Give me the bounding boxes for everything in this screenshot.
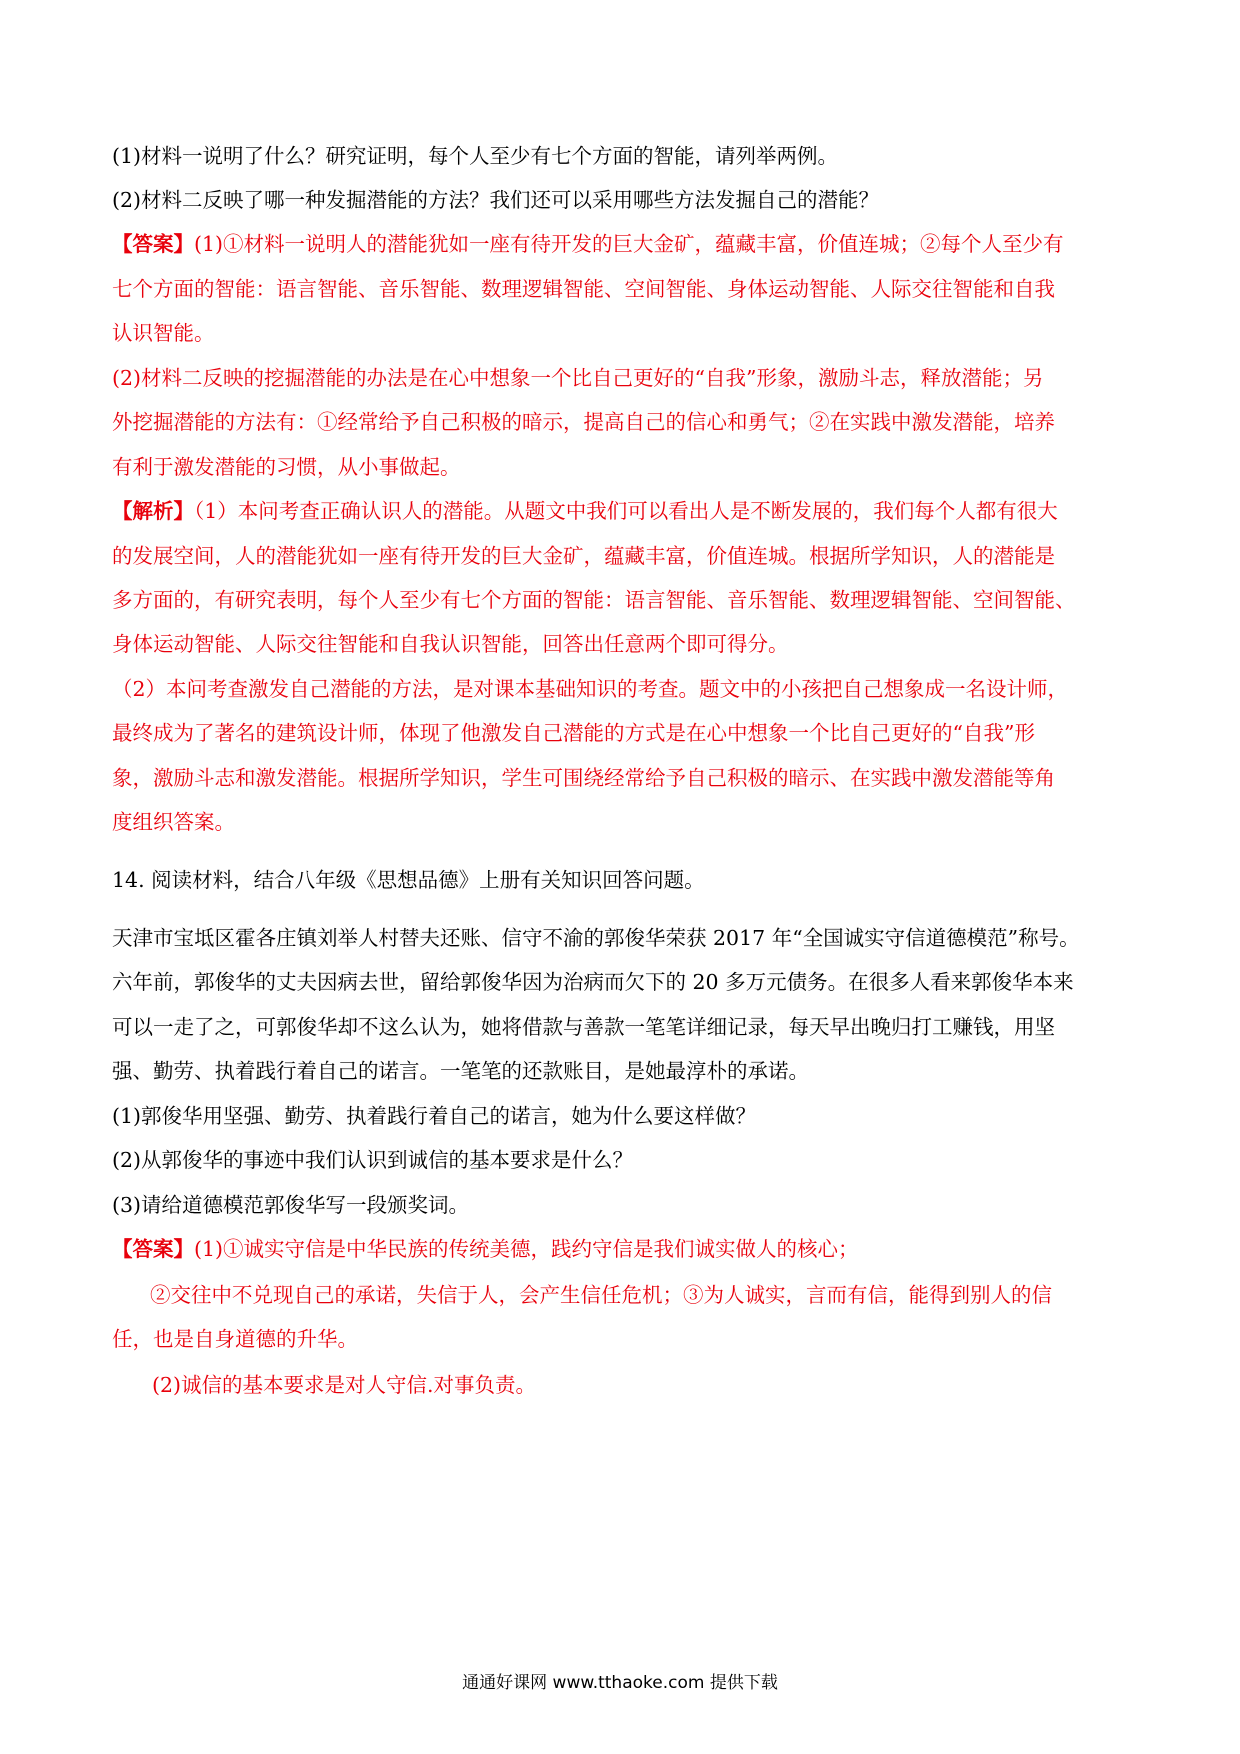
answer-tag: 【答案】 xyxy=(112,232,194,256)
q14-answer-line-4: (2)诚信的基本要求是对人守信.对事负责。 xyxy=(152,1373,537,1397)
page-footer: 通通好课网 www.tthaoke.com 提供下载 xyxy=(462,1673,778,1693)
q13-question-2: (2)材料二反映了哪一种发掘潜能的方法？我们还可以采用哪些方法发掘自己的潜能？ xyxy=(112,188,880,212)
q14-title: 14. 阅读材料，结合八年级《思想品德》上册有关知识回答问题。 xyxy=(112,868,705,892)
q13-answer-line-3: 认识智能。 xyxy=(112,321,215,345)
analysis-tag: 【解析】 xyxy=(112,499,194,523)
q13-analysis-line-6: 最终成为了著名的建筑设计师，体现了他激发自己潜能的方式是在心中想象一个比自己更好的“自我”形 xyxy=(112,721,1035,745)
q13-answer-line-6: 有利于激发潜能的习惯，从小事做起。 xyxy=(112,455,461,479)
q14-material-line-3: 可以一走了之，可郭俊华却不这么认为，她将借款与善款一笔笔详细记录，每天早出晚归打工赚钱，用坚 xyxy=(112,1015,1055,1039)
q14-answer-line-2: ②交往中不兑现自己的承诺，失信于人，会产生信任危机；③为人诚实，言而有信，能得到别人的信 xyxy=(150,1283,1052,1307)
q13-analysis-line-4: 身体运动智能、人际交往智能和自我认识智能，回答出任意两个即可得分。 xyxy=(112,632,789,656)
q14-answer-line-1: 【答案】(1)①诚实守信是中华民族的传统美德，践约守信是我们诚实做人的核心； xyxy=(112,1237,859,1261)
q14-material-line-4: 强、勤劳、执着践行着自己的诺言。一笔笔的还款账目，是她最淳朴的承诺。 xyxy=(112,1059,809,1083)
q14-material-line-2: 六年前，郭俊华的丈夫因病去世，留给郭俊华因为治病而欠下的 20 多万元债务。在很多人看来郭俊华本来 xyxy=(112,970,1074,994)
q13-analysis-line-2: 的发展空间，人的潜能犹如一座有待开发的巨大金矿，蕴藏丰富，价值连城。根据所学知识，人的潜能是 xyxy=(112,544,1055,568)
q13-analysis-line-7: 象，激励斗志和激发潜能。根据所学知识，学生可围绕经常给予自己积极的暗示、在实践中激发潜能等角 xyxy=(112,766,1055,790)
q14-question-1: (1)郭俊华用坚强、勤劳、执着践行着自己的诺言，她为什么要这样做？ xyxy=(112,1104,757,1128)
q13-question-1: (1)材料一说明了什么？研究证明，每个人至少有七个方面的智能，请列举两例。 xyxy=(112,144,839,168)
q13-answer-line-4: (2)材料二反映的挖掘潜能的办法是在心中想象一个比自己更好的“自我”形象，激励斗志，释放潜能；另 xyxy=(112,366,1044,390)
q13-analysis-line-1: 【解析】（1）本问考查正确认识人的潜能。从题文中我们可以看出人是不断发展的，我们每个人都有很大 xyxy=(112,499,1058,523)
q13-answer-line-5: 外挖掘潜能的方法有：①经常给予自己积极的暗示，提高自己的信心和勇气；②在实践中激发潜能，培养 xyxy=(112,410,1055,434)
q14-answer-line-3: 任，也是自身道德的升华。 xyxy=(112,1327,358,1351)
q14-question-3: (3)请给道德模范郭俊华写一段颁奖词。 xyxy=(112,1193,470,1217)
q13-answer-line-1: 【答案】(1)①材料一说明人的潜能犹如一座有待开发的巨大金矿，蕴藏丰富，价值连城；②每个人至少有 xyxy=(112,232,1064,256)
q13-answer-line-2: 七个方面的智能：语言智能、音乐智能、数理逻辑智能、空间智能、身体运动智能、人际交往智能和自我 xyxy=(112,277,1055,301)
answer-tag: 【答案】 xyxy=(112,1237,194,1261)
q14-question-2: (2)从郭俊华的事迹中我们认识到诚信的基本要求是什么？ xyxy=(112,1148,634,1172)
q13-analysis-line-5: （2）本问考查激发自己潜能的方法，是对课本基础知识的考查。题文中的小孩把自己想象成一名设计师， xyxy=(112,677,1069,701)
q14-material-line-1: 天津市宝坻区霍各庄镇刘举人村替夫还账、信守不渝的郭俊华荣获 2017 年“全国诚实守信道德模范”称号。 xyxy=(112,926,1080,950)
q13-analysis-line-8: 度组织答案。 xyxy=(112,810,235,834)
q13-analysis-line-3: 多方面的，有研究表明，每个人至少有七个方面的智能：语言智能、音乐智能、数理逻辑智能、空间智能、 xyxy=(112,588,1076,612)
